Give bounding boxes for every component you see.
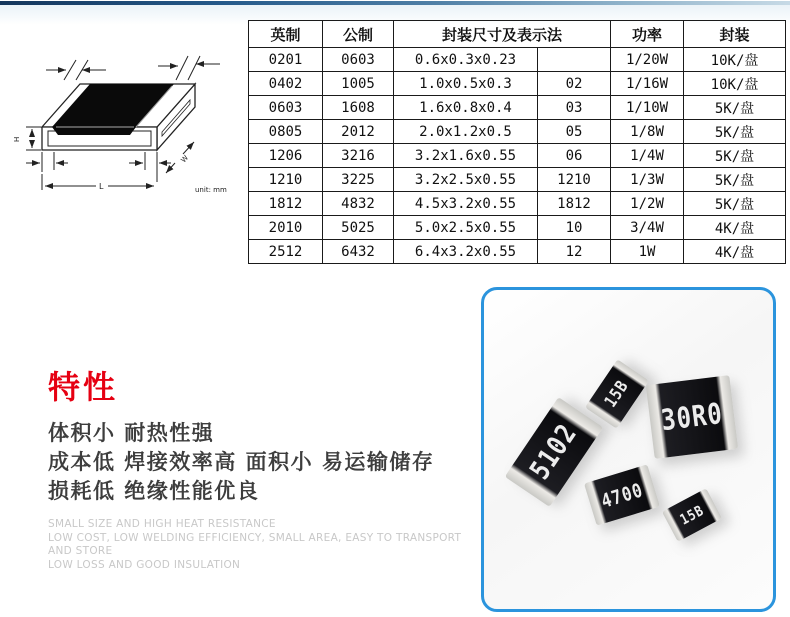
table-cell: 1/2W bbox=[611, 192, 684, 216]
features-cn-lines bbox=[48, 419, 478, 506]
table-cell: 1/3W bbox=[611, 168, 684, 192]
table-row bbox=[249, 96, 786, 120]
table-cell: 1210 bbox=[538, 168, 611, 192]
table-cell: 1005 bbox=[323, 72, 394, 96]
spec-table-body bbox=[249, 48, 786, 264]
table-cell: 1812 bbox=[538, 192, 611, 216]
table-cell: 1/8W bbox=[611, 120, 684, 144]
table-cell: 10K/盘 bbox=[684, 48, 786, 72]
table-cell: 5K/盘 bbox=[684, 144, 786, 168]
table-cell: 6.4x3.2x0.55 bbox=[394, 240, 538, 264]
table-cell: 0.6x0.3x0.23 bbox=[394, 48, 538, 72]
table-cell: 1.0x0.5x0.3 bbox=[394, 72, 538, 96]
table-cell: 12 bbox=[538, 240, 611, 264]
table-row bbox=[249, 192, 786, 216]
table-cell: 2512 bbox=[249, 240, 323, 264]
table-cell: 03 bbox=[538, 96, 611, 120]
table-cell: 4832 bbox=[323, 192, 394, 216]
table-cell: 5025 bbox=[323, 216, 394, 240]
table-cell: 4K/盘 bbox=[684, 240, 786, 264]
table-cell: 3/4W bbox=[611, 216, 684, 240]
table-cell: 1/10W bbox=[611, 96, 684, 120]
resistor-chip bbox=[585, 359, 649, 428]
resistor-dimension-diagram bbox=[8, 42, 238, 212]
table-cell: 0603 bbox=[249, 96, 323, 120]
table-cell: 1/20W bbox=[611, 48, 684, 72]
chip-marking: 5102 bbox=[524, 418, 584, 486]
feature-line-cn: 体积小 耐热性强 bbox=[48, 421, 215, 445]
table-cell: 3216 bbox=[323, 144, 394, 168]
table-row bbox=[249, 144, 786, 168]
table-cell: 1206 bbox=[249, 144, 323, 168]
table-row bbox=[249, 240, 786, 264]
resistor-chip bbox=[646, 375, 738, 459]
header-dimensions: 封装尺寸及表示法 bbox=[394, 21, 611, 48]
table-cell: 0201 bbox=[249, 48, 323, 72]
table-cell: 1210 bbox=[249, 168, 323, 192]
feature-line-cn: 成本低 焊接效率高 面积小 易运输储存 bbox=[48, 450, 435, 474]
table-cell: 1/16W bbox=[611, 72, 684, 96]
resistor-chip bbox=[584, 464, 660, 525]
table-cell: 1W bbox=[611, 240, 684, 264]
features-title: 特性 bbox=[48, 368, 119, 406]
table-cell: 1.6x0.8x0.4 bbox=[394, 96, 538, 120]
product-photo-box bbox=[481, 287, 776, 612]
table-cell: 06 bbox=[538, 144, 611, 168]
table-row bbox=[249, 72, 786, 96]
header-packing: 封装 bbox=[684, 21, 786, 48]
table-cell: 0603 bbox=[323, 48, 394, 72]
table-cell: 10K/盘 bbox=[684, 72, 786, 96]
features-section bbox=[48, 370, 478, 572]
table-row bbox=[249, 48, 786, 72]
table-cell: 5K/盘 bbox=[684, 96, 786, 120]
dim-label-h: H bbox=[13, 136, 21, 142]
table-cell: 2012 bbox=[323, 120, 394, 144]
table-cell: 1608 bbox=[323, 96, 394, 120]
table-cell: 5K/盘 bbox=[684, 168, 786, 192]
table-cell: 1/4W bbox=[611, 144, 684, 168]
table-cell: 4.5x3.2x0.55 bbox=[394, 192, 538, 216]
features-en-lines bbox=[48, 518, 478, 572]
chip-marking: 30R0 bbox=[659, 396, 725, 438]
feature-line-en: SMALL SIZE AND HIGH HEAT RESISTANCE bbox=[48, 518, 276, 530]
table-cell: 0805 bbox=[249, 120, 323, 144]
table-cell: 3.2x1.6x0.55 bbox=[394, 144, 538, 168]
table-row bbox=[249, 168, 786, 192]
table-cell: 5.0x2.5x0.55 bbox=[394, 216, 538, 240]
header-metric: 公制 bbox=[323, 21, 394, 48]
table-cell: 2010 bbox=[249, 216, 323, 240]
chip-marking: 15B bbox=[677, 501, 707, 529]
table-cell: 0402 bbox=[249, 72, 323, 96]
table-cell: 2.0x1.2x0.5 bbox=[394, 120, 538, 144]
table-cell: 3225 bbox=[323, 168, 394, 192]
table-cell: 02 bbox=[538, 72, 611, 96]
header-imperial: 英制 bbox=[249, 21, 323, 48]
dim-label-w: W bbox=[179, 153, 191, 165]
table-cell: 1812 bbox=[249, 192, 323, 216]
package-spec-table bbox=[248, 20, 786, 264]
dim-label-l: L bbox=[99, 182, 104, 191]
table-cell bbox=[538, 48, 611, 72]
table-row bbox=[249, 120, 786, 144]
table-cell: 10 bbox=[538, 216, 611, 240]
unit-note: unit: mm bbox=[195, 186, 227, 194]
header-power: 功率 bbox=[611, 21, 684, 48]
table-row bbox=[249, 216, 786, 240]
resistor-chip bbox=[662, 488, 722, 541]
table-header-row bbox=[249, 21, 786, 48]
feature-line-en: LOW COST, LOW WELDING EFFICIENCY, SMALL AREA, EASY TO TRANSPORT AND STORE bbox=[48, 531, 462, 557]
table-cell: 05 bbox=[538, 120, 611, 144]
feature-line-cn: 损耗低 绝缘性能优良 bbox=[48, 479, 260, 503]
chip-marking: 15B bbox=[601, 376, 633, 412]
table-cell: 5K/盘 bbox=[684, 192, 786, 216]
table-cell: 6432 bbox=[323, 240, 394, 264]
table-cell: 5K/盘 bbox=[684, 120, 786, 144]
feature-line-en: LOW LOSS AND GOOD INSULATION bbox=[48, 558, 241, 571]
chip-marking: 4700 bbox=[598, 477, 646, 513]
table-cell: 3.2x2.5x0.55 bbox=[394, 168, 538, 192]
table-cell: 4K/盘 bbox=[684, 216, 786, 240]
resistive-layer-bevel bbox=[52, 127, 136, 135]
